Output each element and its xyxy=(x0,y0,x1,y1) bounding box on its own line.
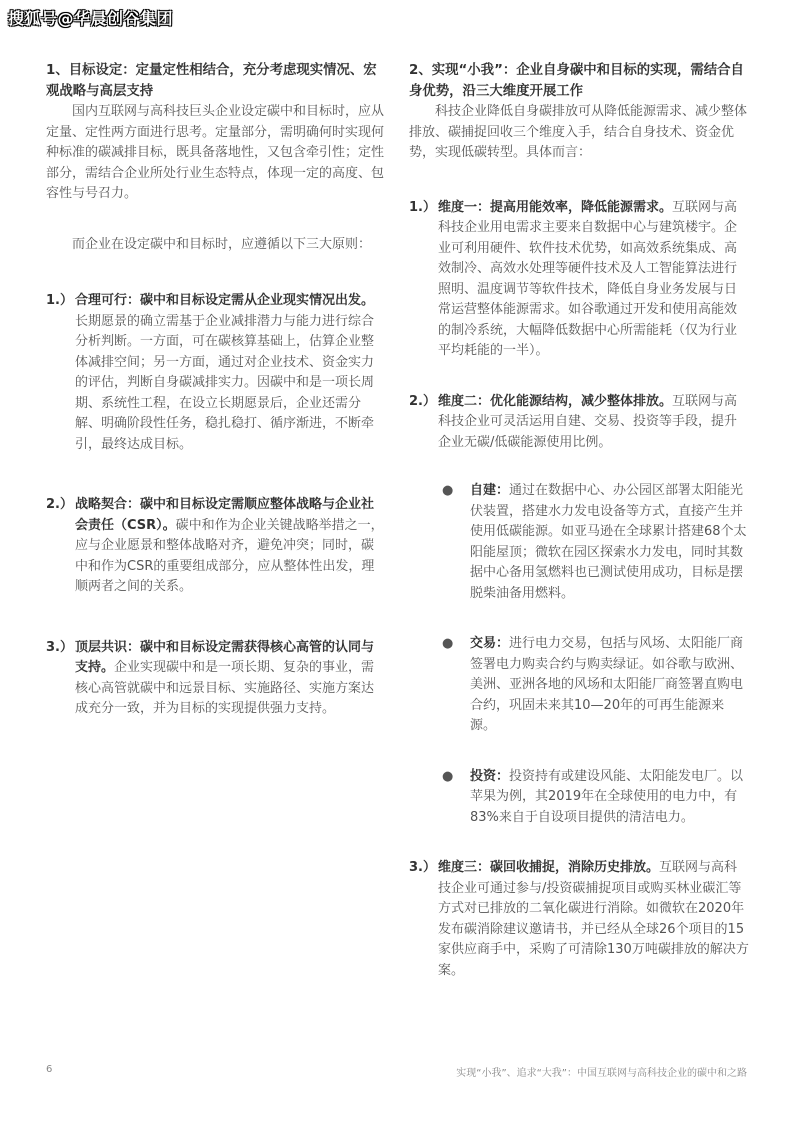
footer-title: 实现“小我”、追求“大我”：中国互联网与高科技企业的碳中和之路 xyxy=(456,1068,747,1079)
section-heading-1: 1、目标设定：定量定性相结合，充分考虑现实情况、宏观战略与高层支持 xyxy=(46,63,377,99)
section-heading-2: 2、实现“小我”：企业自身碳中和目标的实现，需结合自身优势，沿三大维度开展工作 xyxy=(409,63,744,99)
item-number: 1.） xyxy=(409,199,436,215)
item-number: 3.） xyxy=(409,860,436,875)
list-item xyxy=(46,495,386,598)
bullet-text: 投资持有或建设风能、太阳能发电厂。以苹果为例，其2019年在全球使用的电力中，有83%来自于自设项目提供的清洁电力。 xyxy=(470,768,744,825)
item-number: 3.） xyxy=(46,639,73,655)
right-column xyxy=(409,60,749,981)
bullet-text: 通过在数据中心、办公园区部署太阳能光伏装置，搭建水力发电设备等方式，直接产生并使用低碳能源。如亚马逊在全球累计搭建68个太阳能屋顶；微软在园区探索水力发电，同时其数据中心备用氢燃料也已测试使用成功，目标是摆脱柴油备用燃料。 xyxy=(470,483,747,601)
bullet-icon: ● xyxy=(442,636,454,651)
principle-intro: 而企业在设定碳中和目标时，应遵循以下三大原则： xyxy=(72,236,372,252)
list-item xyxy=(409,198,749,362)
left-column xyxy=(46,60,386,720)
item-lead: 维度一：提高用能效率，降低能源需求。 xyxy=(438,199,673,215)
list-item xyxy=(409,392,749,454)
bullet-icon: ● xyxy=(442,768,454,784)
bullet-item xyxy=(442,481,749,604)
bullet-item xyxy=(442,634,749,737)
list-item xyxy=(409,858,749,981)
item-lead: 战略契合：碳中和目标设定需顺应整体战略与企业社会责任（CSR）。 xyxy=(75,497,375,533)
bullet-lead: 投资： xyxy=(470,768,510,784)
bullet-icon: ● xyxy=(442,483,454,498)
item-text: 互联网与高科技企业可灵活运用自建、交易、投资等手段，提升企业无碳/低碳能源使用比例。 xyxy=(438,393,738,450)
page-number: 6 xyxy=(46,1064,53,1075)
item-lead: 合理可行：碳中和目标设定需从企业现实情况出发。 xyxy=(75,293,375,308)
watermark-text: 搜狐号@华晨创谷集团 xyxy=(8,9,174,28)
bullet-lead: 自建： xyxy=(470,483,510,498)
item-text: 互联网与高科技企业用电需求主要来自数据中心与建筑楼宇。企业可利用硬件、软件技术优势，如高效系统集成、高效制冷、高效水处理等硬件技术及人工智能算法进行照明、温度调节等软件技术，降低自身业务发展与日常运营整体能源需求。如谷歌通过开发和使用高能效的制冷系统，大幅降低数据中心所需能耗（仅为行业平均耗能的一半）。 xyxy=(438,199,738,358)
list-item xyxy=(46,291,386,455)
item-text: 长期愿景的确立需基于企业减排潜力与能力进行综合分析判断。一方面，可在碳核算基础上，估算企业整体减排空间；另一方面，通过对企业技术、资金实力的评估，判断自身碳减排实力。因碳中和是一项长周期、系统性工程，在设立长期愿景后，企业还需分解、明确阶段性任务，稳扎稳打、循序渐进，不断牵引，最终达成目标。 xyxy=(75,313,375,452)
list-item xyxy=(46,638,386,720)
bullet-text: 进行电力交易，包括与风场、太阳能厂商签署电力购卖合约与购卖绿证。如谷歌与欧洲、美洲、亚洲各地的风场和太阳能厂商签署直购电合约，巩固未来其10—20年的可再生能源来源。 xyxy=(470,636,744,733)
item-text: 碳中和作为企业关键战略举措之一，应与企业愿景和整体战略对齐，避免冲突；同时，碳中和作为CSR的重要组成部分，应从整体性出发，理顺两者之间的关系。 xyxy=(75,517,384,594)
bullet-item xyxy=(442,767,749,829)
item-lead: 顶层共识：碳中和目标设定需获得核心高管的认同与支持。 xyxy=(75,639,375,675)
intro-paragraph: 科技企业降低自身碳排放可从降低能源需求、减少整体排放、碳捕捉回收三个维度入手，结合自身技术、资金优势，实现低碳转型。具体而言： xyxy=(409,104,748,160)
bullet-lead: 交易： xyxy=(470,636,510,651)
item-lead: 维度二：优化能源结构，减少整体排放。 xyxy=(438,393,673,409)
item-number: 2.） xyxy=(46,497,73,512)
item-text: 企业实现碳中和是一项长期、复杂的事业，需核心高管就碳中和远景目标、实施路径、实施方案达成充分一致，并为目标的实现提供强力支持。 xyxy=(75,660,375,716)
item-number: 2.） xyxy=(409,393,436,409)
item-number: 1.） xyxy=(46,293,73,308)
item-text: 互联网与高科技企业可通过参与/投资碳捕捉项目或购买林业碳汇等方式对已排放的二氧化碳进行消除。如微软在2020年发布碳消除建议邀请书，并已经从全球26个项目的15 家供应商手中，采购了可清除130万吨碳排放的解决方案。 xyxy=(438,860,749,978)
intro-paragraph: 国内互联网与高科技巨头企业设定碳中和目标时，应从定量、定性两方面进行思考。定量部分，需明确何时实现何种标准的碳减排目标，既具备落地性，又包含牵引性；定性部分，需结合企业所处行业生态特点，体现一定的高度、包容性与号召力。 xyxy=(46,104,385,201)
item-lead: 维度三：碳回收捕捉，消除历史排放。 xyxy=(438,860,660,875)
